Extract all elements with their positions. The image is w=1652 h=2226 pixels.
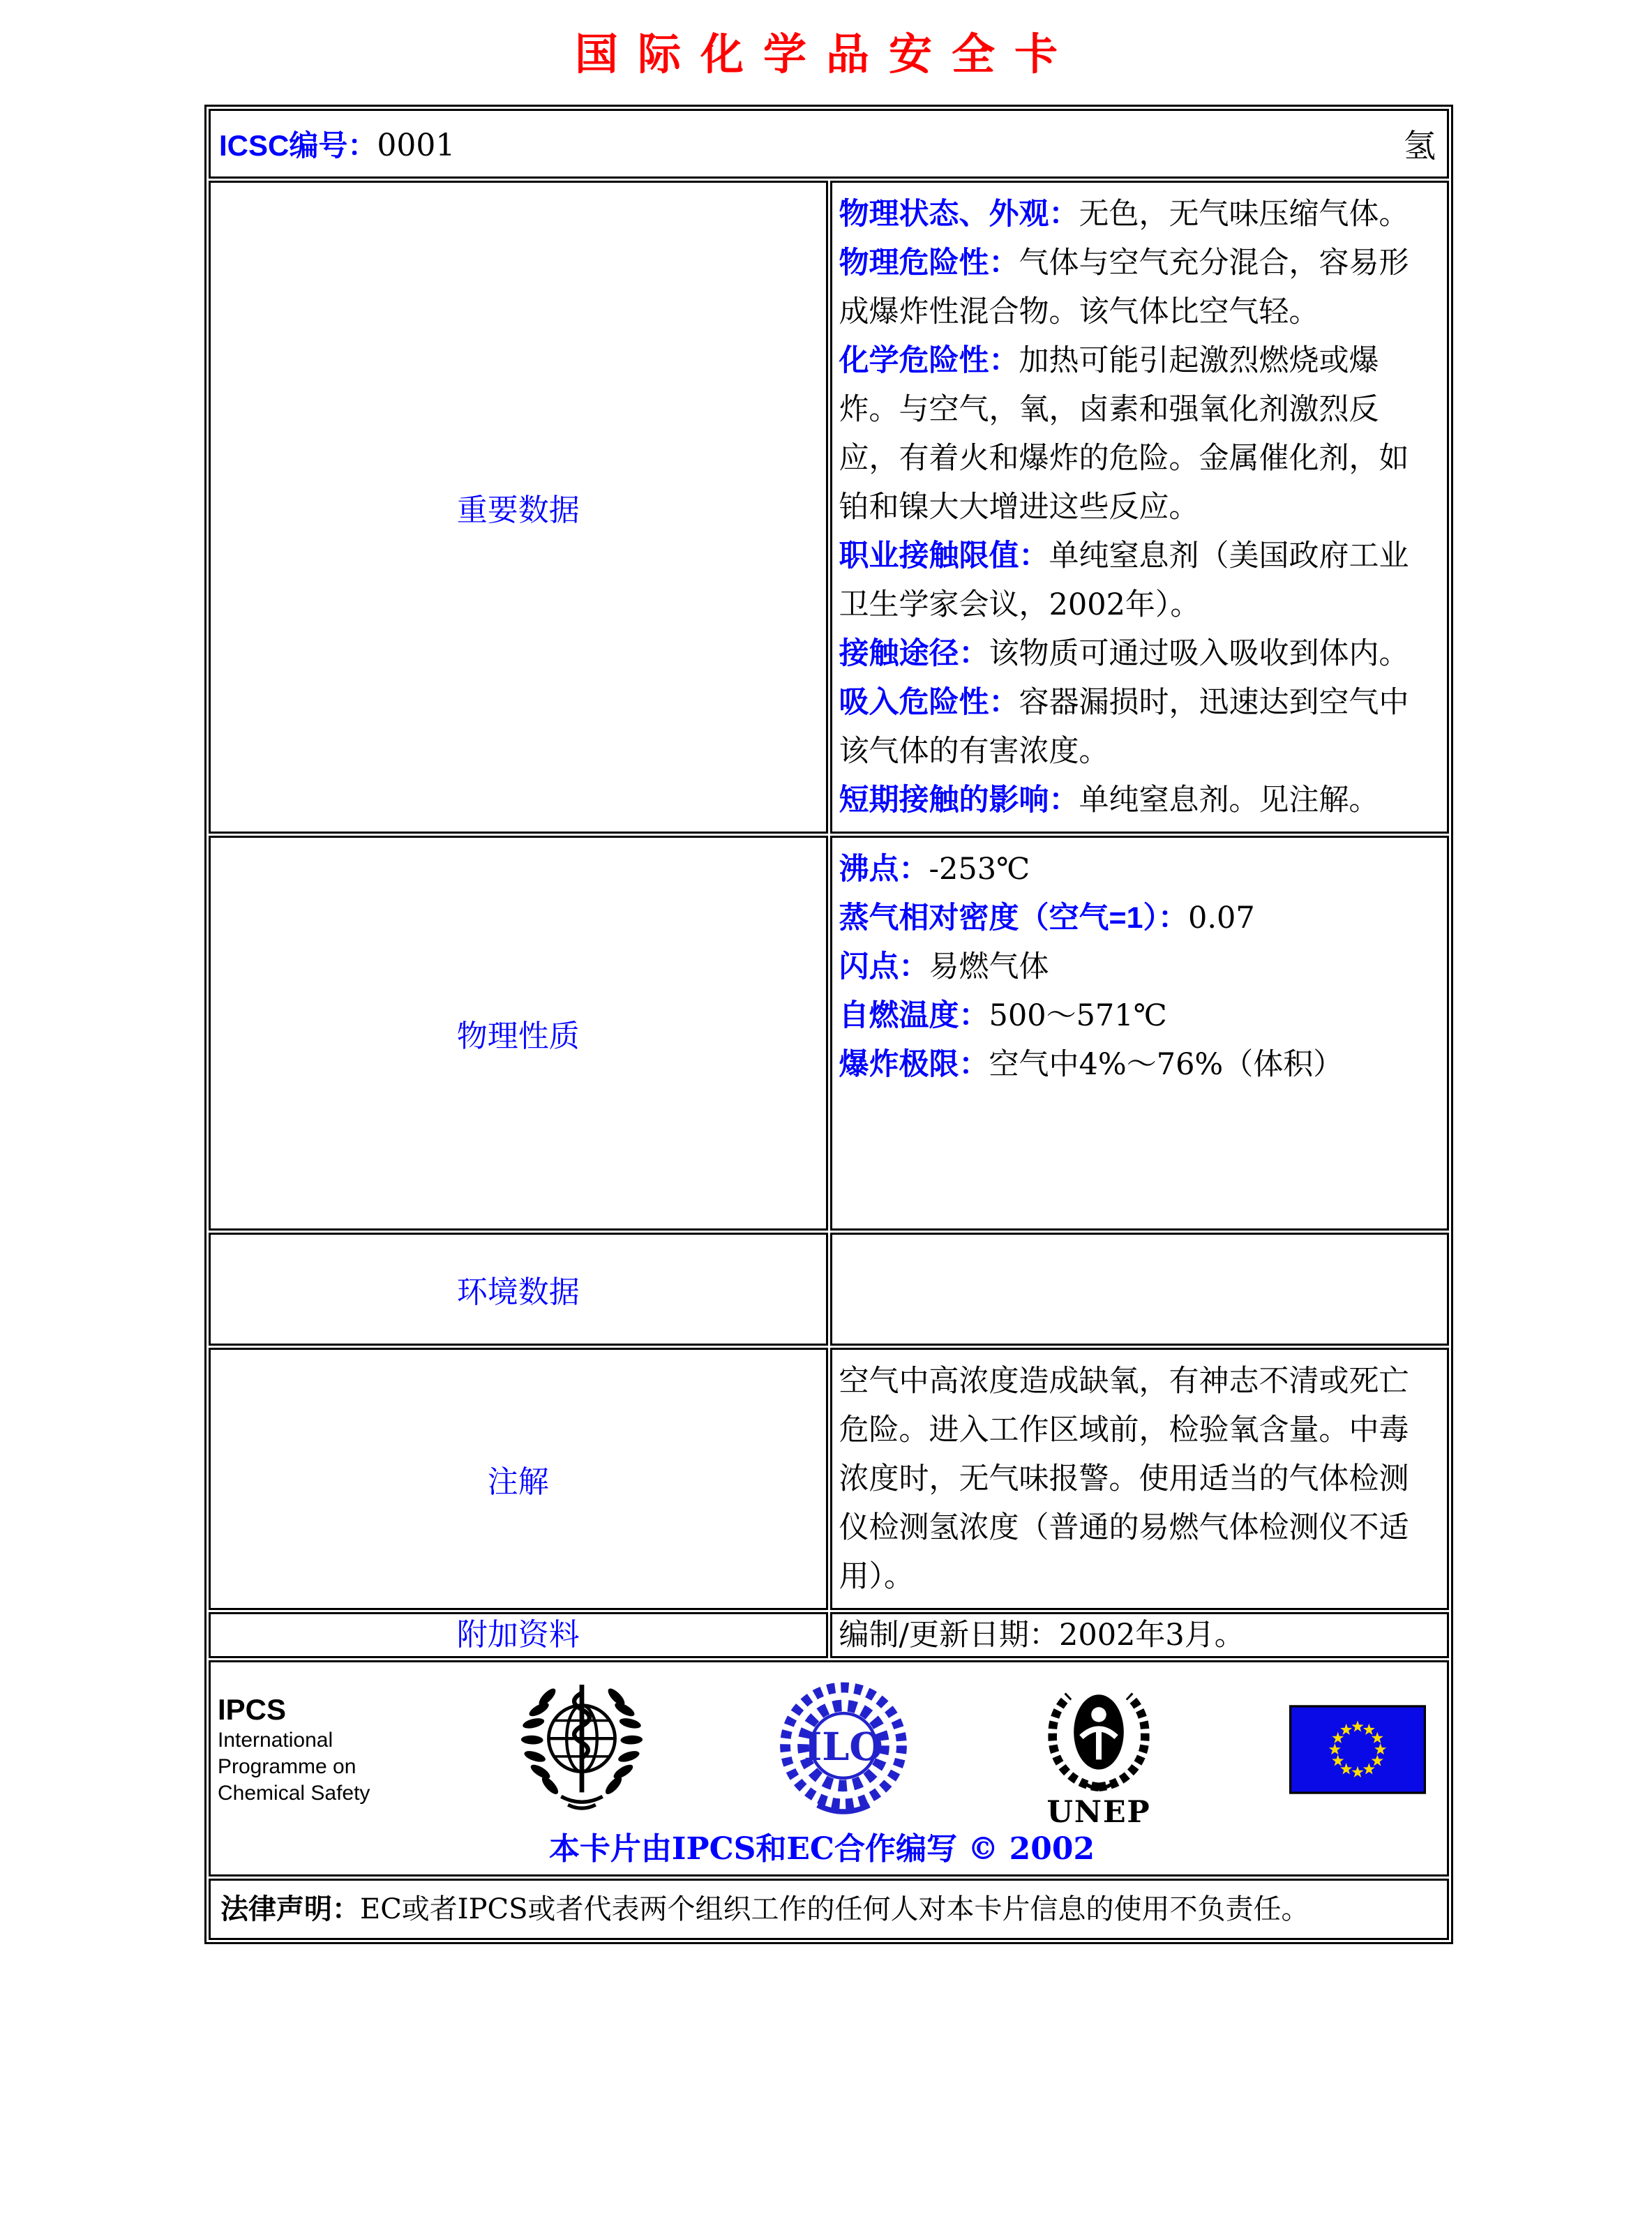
field-occupational-limit: 职业接触限值：单纯窒息剂（美国政府工业卫生学家会议，2002年）。 [839, 539, 1409, 622]
physical-properties-row [209, 836, 1449, 1231]
who-emblem-icon [513, 1674, 651, 1825]
notes-row [209, 1348, 1449, 1610]
additional-info-row [209, 1612, 1449, 1658]
field-physical-danger: 物理危险性：气体与空气充分混合，容易形成爆炸性混合物。该气体比空气轻。 [839, 246, 1409, 329]
ipcs-abbr: IPCS [218, 1693, 287, 1726]
field-chemical-danger: 化学危险性：加热可能引起激烈燃烧或爆炸。与空气，氧，卤素和强氧化剂激烈反应，有着火和爆炸的危险。金属催化剂，如铂和镍大大增进这些反应。 [839, 343, 1409, 525]
icsc-number-label: ICSC编号： [219, 129, 377, 162]
important-data-row [209, 181, 1449, 834]
field-exposure-route: 接触途径：该物质可通过吸入吸收到体内。 [839, 636, 1409, 671]
unep-emblem-icon [1036, 1672, 1162, 1827]
field-inhalation-risk: 吸入危险性：容器漏损时，迅速达到空气中该气体的有害浓度。 [839, 685, 1409, 769]
page-title: 国际化学品安全卡 [574, 29, 1077, 80]
ilo-emblem-icon [779, 1678, 908, 1821]
svg-text:ILO: ILO [804, 1724, 883, 1770]
environmental-data-content [830, 1233, 1450, 1346]
field-boiling-point: 沸点：-253℃ [839, 852, 1030, 887]
field-explosive-limits: 爆炸极限：空气中4%～76%（体积） [839, 1047, 1344, 1082]
field-flash-point: 闪点：易燃气体 [839, 949, 1049, 984]
logo-row [218, 1674, 1426, 1826]
footer-row [209, 1660, 1449, 1877]
legal-row [209, 1879, 1449, 1940]
field-physical-state: 物理状态、外观：无色，无气味压缩气体。 [839, 197, 1409, 232]
field-autoignition-temp: 自燃温度：500～571℃ [839, 998, 1167, 1033]
footer-caption: 本卡片由IPCS和EC合作编写 © 2002 [548, 1831, 1095, 1867]
icsc-number-value: 0001 [377, 128, 456, 163]
section-label-physical-properties: 物理性质 [209, 836, 828, 1231]
card-header-row [209, 109, 1449, 179]
field-short-term-effects: 短期接触的影响：单纯窒息剂。见注解。 [839, 783, 1379, 818]
section-label-environmental-data: 环境数据 [209, 1233, 828, 1346]
ipcs-text-block: IPCS International Programme on Chemical Safety [218, 1692, 385, 1807]
legal-text: EC或者IPCS或者代表两个组织工作的任何人对本卡片信息的使用不负责任。 [360, 1893, 1309, 1925]
section-label-important-data: 重要数据 [209, 181, 828, 834]
important-data-content [830, 181, 1450, 834]
section-label-notes: 注解 [209, 1348, 828, 1610]
physical-properties-content [830, 836, 1450, 1231]
icsc-number [219, 123, 455, 165]
field-vapor-density: 蒸气相对密度（空气=1）：0.07 [839, 901, 1255, 935]
chemical-name: 氢 [1404, 127, 1436, 165]
icsc-card-table [204, 105, 1453, 1944]
section-label-additional-info: 附加资料 [209, 1612, 828, 1658]
eu-flag-icon [1289, 1705, 1426, 1794]
environmental-data-row [209, 1233, 1449, 1346]
additional-info-content: 编制/更新日期：2002年3月。 [830, 1612, 1450, 1658]
legal-label: 法律声明： [220, 1894, 360, 1925]
notes-content: 空气中高浓度造成缺氧，有神志不清或死亡危险。进入工作区域前，检验氧含量。中毒浓度时，无气味报警。使用适当的气体检测仪检测氢浓度（普通的易燃气体检测仪不适用）。 [830, 1348, 1450, 1610]
svg-text:UNEP: UNEP [1046, 1794, 1151, 1827]
